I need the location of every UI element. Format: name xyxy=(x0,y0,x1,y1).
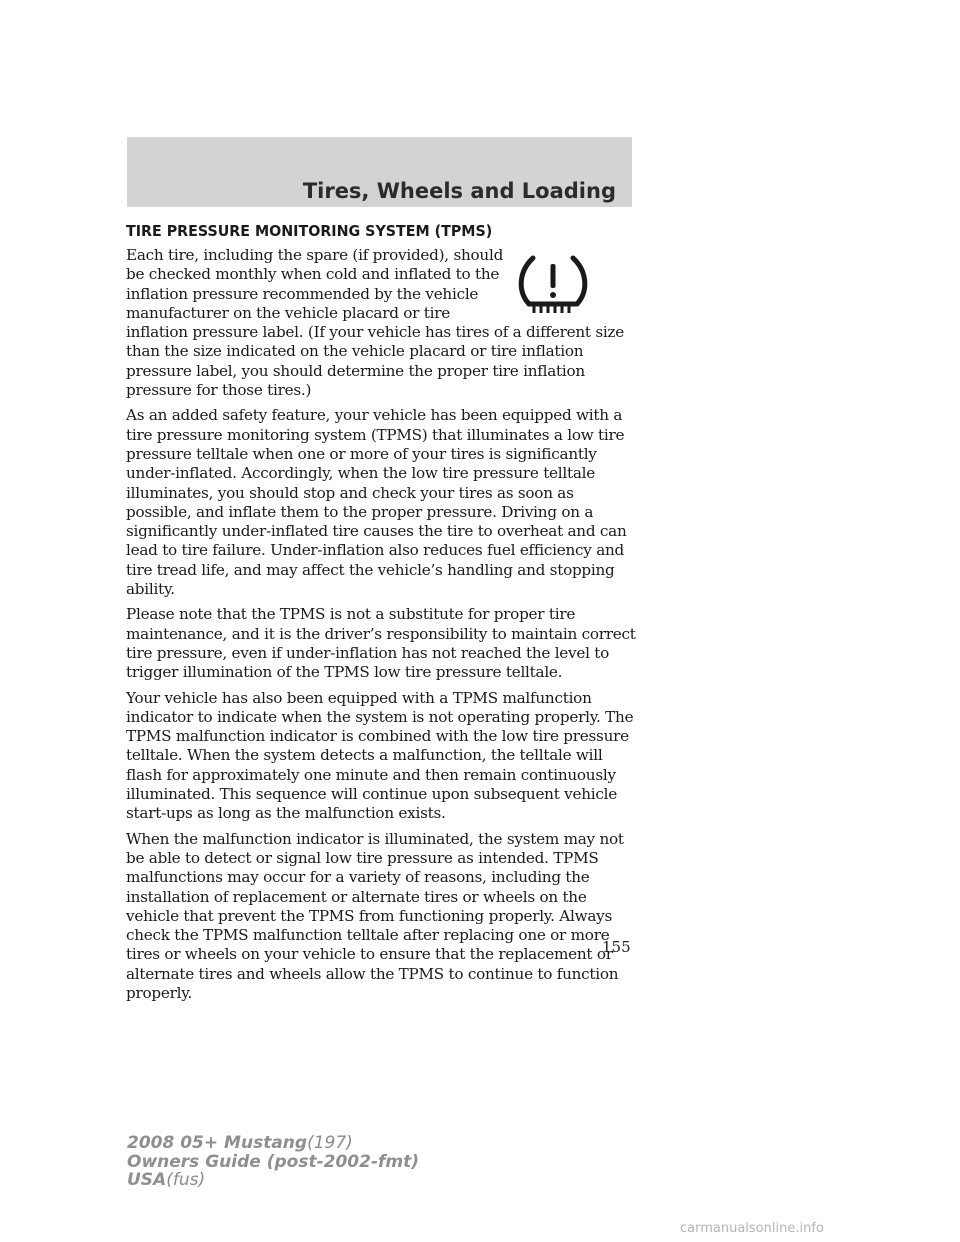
footer-line-model xyxy=(127,1134,507,1153)
watermark: carmanualsonline.info xyxy=(680,1221,824,1236)
tpms-low-tire-pressure-icon xyxy=(516,252,590,318)
paragraph: Please note that the TPMS is not a substitute for proper tire maintenance, and it is the driver’s responsibility to maintain correct tire pressure, even if under-inflation has not reached the level to trigger illumination of the TPMS low tire pressure telltale. xyxy=(126,605,636,682)
paragraph: Each tire, including the spare (if provided), should be checked monthly when cold and inflated to the inflation pressure recommended by the vehicle manufacturer on the vehicle placard or tire inflation pressure label. (If your vehicle has tires of a different size than the size indicated on the vehicle placard or tire inflation pressure label, you should determine the proper tire inflation pressure for those tires.) xyxy=(126,246,624,400)
footer-model-code: (197) xyxy=(307,1133,353,1153)
page-content xyxy=(126,222,636,1009)
footer-line-guide xyxy=(127,1153,507,1172)
paragraph: Your vehicle has also been equipped with a TPMS malfunction indicator to indicate when the system is not operating properly. The TPMS malfunction indicator is combined with the low tire pressure telltale. When the system detects a malfunction, the telltale will flash for approximately one minute and then remain continuously illuminated. This sequence will continue upon subsequent vehicle start-ups as long as the malfunction exists. xyxy=(126,688,634,823)
section-title: Tires, Wheels and Loading xyxy=(302,179,616,203)
footer-market: USA xyxy=(127,1170,167,1190)
footer-line-market xyxy=(127,1171,507,1190)
page-number: 155 xyxy=(602,938,631,956)
paragraph: As an added safety feature, your vehicle has been equipped with a tire pressure monitoring system (TPMS) that illuminates a low tire pressure telltale when one or more of your tires is significantly under-inflated. Accordingly, when the low tire pressure telltale illuminates, you should stop and check your tires as soon as possible, and inflate them to the proper pressure. Driving on a significantly under-inflated tire causes the tire to overheat and can lead to tire failure. Under-inflation also reduces fuel efficiency and tire tread life, and may affect the vehicle’s handling and stopping ability. xyxy=(126,406,627,599)
document-footer xyxy=(127,1134,507,1190)
section-header-band xyxy=(127,137,632,207)
tpms-heading: TIRE PRESSURE MONITORING SYSTEM (TPMS) xyxy=(126,222,493,240)
footer-market-code: (fus) xyxy=(166,1170,206,1190)
paragraph: When the malfunction indicator is illuminated, the system may not be able to detect or signal low tire pressure as intended. TPMS malfunctions may occur for a variety of reasons, including the installation of replacement or alternate tires or wheels on the vehicle that prevent the TPMS from functioning properly. Always check the TPMS malfunction telltale after replacing one or more tires or wheels on your vehicle to ensure that the replacement or alternate tires and wheels allow the TPMS to continue to function properly. xyxy=(126,829,624,1002)
footer-model: 2008 05+ Mustang xyxy=(127,1133,308,1153)
footer-guide: Owners Guide (post-2002-fmt) xyxy=(127,1151,420,1172)
